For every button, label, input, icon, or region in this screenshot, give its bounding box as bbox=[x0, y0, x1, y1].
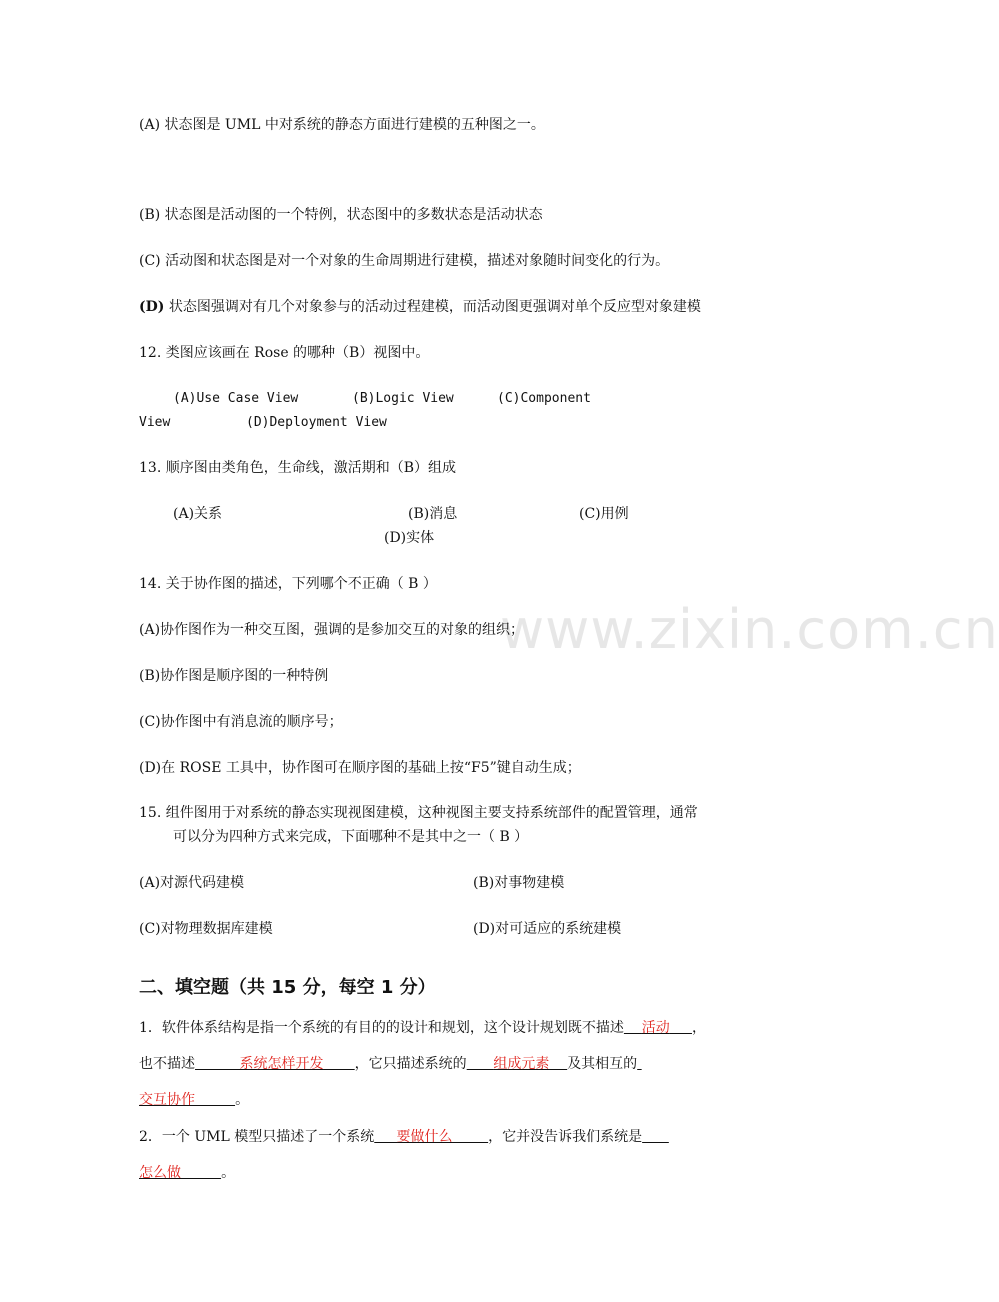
q13-option-d: (D)实体 bbox=[384, 530, 435, 546]
fill1-text-5: 及其相互的 bbox=[567, 1056, 638, 1072]
fill2-answer-1: 要做什么 bbox=[396, 1129, 453, 1145]
watermark: www.zixin.com.cn bbox=[500, 598, 999, 661]
fill2-answer-2: 怎么做 bbox=[139, 1165, 181, 1181]
fill1-blank-2 bbox=[195, 1056, 355, 1072]
q15-option-a: (A)对源代码建模 bbox=[139, 875, 245, 891]
fill1-line1 bbox=[139, 1018, 706, 1038]
fill2-text-3: 。 bbox=[221, 1165, 236, 1181]
q12-stem: 12. 类图应该画在 Rose 的哪种（B）视图中。 bbox=[139, 345, 430, 361]
q15-option-c: (C)对物理数据库建模 bbox=[139, 921, 273, 937]
fill2-blank-2-start bbox=[642, 1129, 669, 1145]
q14-option-b: (B)协作图是顺序图的一种特例 bbox=[139, 668, 329, 684]
fill2-line2 bbox=[139, 1163, 235, 1183]
q14-option-d: (D)在 ROSE 工具中，协作图可在顺序图的基础上按“F5”键自动生成； bbox=[139, 760, 581, 776]
fill1-answer-4: 交互协作 bbox=[139, 1092, 195, 1108]
fill1-text-1: 1．软件体系结构是指一个系统的有目的的设计和规划，这个设计规划既不描述 bbox=[139, 1020, 624, 1036]
q11-option-d bbox=[139, 297, 701, 317]
q14-stem: 14. 关于协作图的描述，下列哪个不正确（ B ） bbox=[139, 576, 437, 592]
fill2-text-1: 2．一个 UML 模型只描述了一个系统 bbox=[139, 1129, 375, 1145]
q13-option-a: (A)关系 bbox=[173, 506, 223, 522]
q14-option-c: (C)协作图中有消息流的顺序号； bbox=[139, 714, 343, 730]
fill1-text-2: ， bbox=[691, 1020, 706, 1036]
q14-option-a: (A)协作图作为一种交互图，强调的是参加交互的对象的组织； bbox=[139, 622, 525, 638]
fill1-text-3: 也不描述 bbox=[139, 1056, 195, 1072]
q13-stem: 13. 顺序图由类角色，生命线，激活期和（B）组成 bbox=[139, 460, 457, 476]
fill1-line2 bbox=[139, 1054, 642, 1074]
q11-option-c: (C) 活动图和状态图是对一个对象的生命周期进行建模，描述对象随时间变化的行为。 bbox=[139, 253, 670, 269]
fill1-text-6: 。 bbox=[235, 1092, 250, 1108]
fill2-text-2: ，它并没告诉我们系统是 bbox=[488, 1129, 643, 1145]
fill1-blank-1 bbox=[624, 1020, 692, 1036]
q12-option-c: (C)Component bbox=[497, 391, 591, 406]
fill1-text-4: ，它只描述系统的 bbox=[354, 1056, 467, 1072]
q12-option-b: (B)Logic View bbox=[352, 391, 454, 406]
q13-option-b: (B)消息 bbox=[408, 506, 458, 522]
q11-option-b: (B) 状态图是活动图的一个特例，状态图中的多数状态是活动状态 bbox=[139, 207, 543, 223]
q12-option-a: (A)Use Case View bbox=[173, 391, 299, 406]
fill1-answer-1: 活动 bbox=[641, 1020, 670, 1036]
q11-option-d-text: 状态图强调对有几个对象参与的活动过程建模，而活动图更强调对单个反应型对象建模 bbox=[168, 299, 701, 315]
q15-option-d: (D)对可适应的系统建模 bbox=[473, 921, 622, 937]
fill2-blank-2 bbox=[139, 1165, 221, 1181]
fill1-blank-4 bbox=[139, 1092, 235, 1108]
fill2-blank-1 bbox=[374, 1129, 488, 1145]
fill1-line3 bbox=[139, 1090, 249, 1110]
fill1-blank-4-start bbox=[637, 1056, 641, 1072]
q15-option-b: (B)对事物建模 bbox=[473, 875, 565, 891]
fill2-line1 bbox=[139, 1127, 669, 1147]
q12-option-d: (D)Deployment View bbox=[246, 415, 387, 430]
q11-option-d-label: (D) bbox=[139, 299, 165, 315]
q15-stem-line2: 可以分为四种方式来完成，下面哪种不是其中之一（ B ） bbox=[173, 829, 529, 845]
section-heading: 二、填空题（共 15 分，每空 1 分） bbox=[139, 977, 436, 998]
q13-option-c: (C)用例 bbox=[579, 506, 629, 522]
q11-option-a: (A) 状态图是 UML 中对系统的静态方面进行建模的五种图之一。 bbox=[139, 117, 545, 133]
fill1-answer-3: 组成元素 bbox=[493, 1056, 550, 1072]
fill1-answer-2: 系统怎样开发 bbox=[239, 1056, 324, 1072]
q12-option-c-continued: View bbox=[139, 415, 171, 430]
q15-stem-line1: 15. 组件图用于对系统的静态实现视图建模，这种视图主要支持系统部件的配置管理，通常 bbox=[139, 805, 698, 821]
fill1-blank-3 bbox=[467, 1056, 568, 1072]
